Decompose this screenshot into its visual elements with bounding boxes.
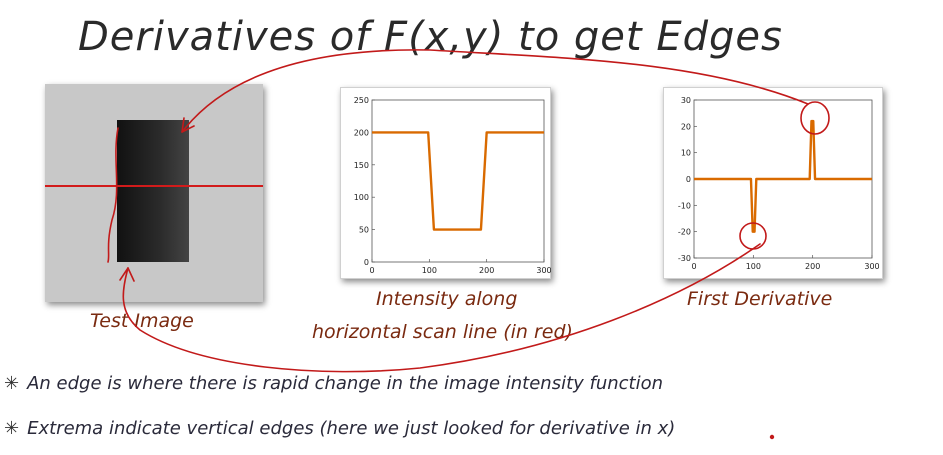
asterisk-icon: ✳ (4, 418, 20, 439)
derivative-chart-svg (664, 88, 882, 278)
y-tick-label: -10 (677, 201, 691, 211)
caption-derivative: First Derivative (687, 288, 833, 310)
bullet-1 (4, 373, 663, 394)
y-tick-label: 50 (358, 225, 369, 235)
red-scan-line (45, 185, 263, 187)
caption-test-image: Test Image (90, 310, 194, 332)
slide-title: Derivatives of F(x,y) to get Edges (78, 14, 783, 60)
x-tick-label: 300 (864, 262, 880, 271)
y-tick-label: 30 (680, 96, 691, 105)
derivative-plot (663, 87, 883, 279)
y-tick-label: -20 (677, 227, 691, 237)
intensity-chart-svg (341, 88, 550, 278)
annotation-dot (770, 435, 774, 439)
bullet-1-text: An edge is where there is rapid change in the image intensity function (27, 373, 664, 394)
bullet-2 (4, 418, 675, 439)
x-tick-label: 0 (691, 262, 697, 271)
x-tick-label: 100 (745, 262, 761, 271)
x-tick-label: 300 (536, 266, 552, 275)
caption-intensity-line-1: Intensity along (376, 288, 518, 310)
x-tick-label: 100 (421, 266, 437, 275)
x-tick-label: 200 (805, 262, 821, 271)
asterisk-icon: ✳ (4, 373, 20, 394)
y-tick-label: 0 (363, 258, 369, 267)
y-tick-label: 0 (685, 175, 691, 184)
y-tick-label: 200 (353, 128, 369, 138)
y-tick-label: 20 (680, 122, 691, 132)
y-tick-label: 250 (353, 96, 369, 105)
x-tick-label: 200 (479, 266, 495, 275)
y-tick-label: 100 (353, 193, 369, 203)
y-tick-label: -30 (677, 254, 691, 263)
intensity-plot (340, 87, 551, 279)
caption-intensity-line-2: horizontal scan line (in red) (312, 321, 573, 343)
x-tick-label: 0 (369, 266, 375, 275)
y-tick-label: 150 (353, 160, 369, 170)
y-tick-label: 10 (680, 148, 691, 158)
plot-area (372, 100, 544, 262)
bullet-2-text: Extrema indicate vertical edges (here we just looked for derivative in x) (27, 418, 676, 439)
dark-rectangle (117, 120, 189, 262)
test-image (45, 84, 263, 302)
